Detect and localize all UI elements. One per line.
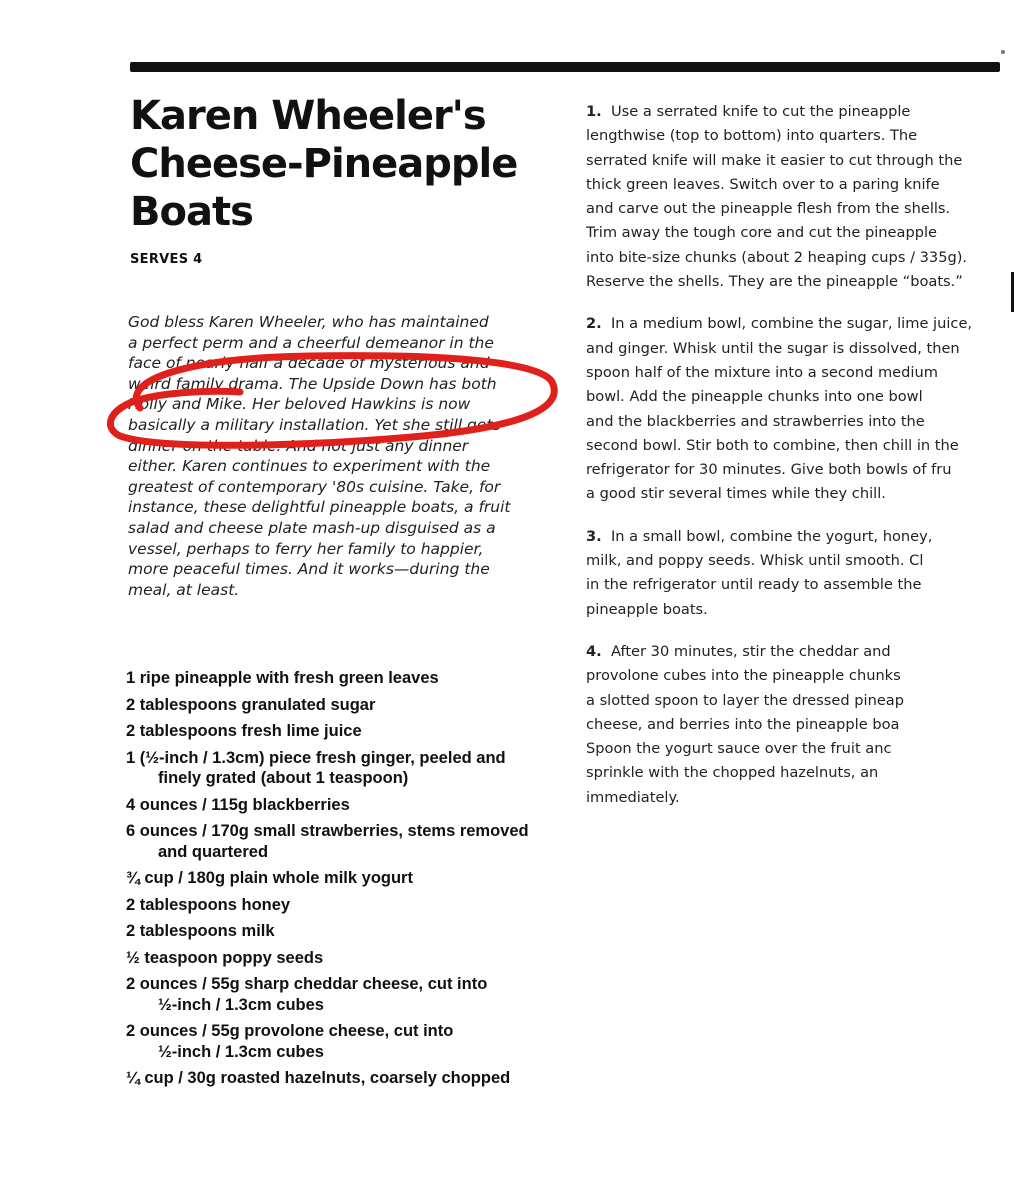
intro-paragraph bbox=[128, 312, 558, 600]
recipe-title bbox=[130, 92, 550, 236]
step-2: 2. In a medium bowl, combine the sugar, lime juice, and ginger. Whisk until the sugar is dissolved, then spoon half of the mixture into a second medium bowl. Add the pineapple chunks into one bowl and the blackberries and strawberries into the second bowl. Stir both to combine, then chill in the refrigerator for 30 minutes. Give both bowls of fru a good stir several times while they chill. bbox=[586, 315, 973, 503]
intro-line: face of nearly half a decade of mysterious and bbox=[128, 354, 490, 373]
intro-line: vessel, perhaps to ferry her family to happier, bbox=[128, 539, 484, 558]
intro-line: Holly and Mike. Her beloved Hawkins is now bbox=[128, 395, 471, 414]
ingredient-list bbox=[126, 668, 566, 1095]
ingredient-item: ¼ cup / 30g roasted hazelnuts, coarsely chopped bbox=[126, 1069, 511, 1087]
ingredient-item: 6 ounces / 170g small strawberries, stems removed and quartered bbox=[126, 822, 529, 861]
intro-line: a perfect perm and a cheerful demeanor in the bbox=[128, 333, 494, 352]
title-line: Karen Wheeler's bbox=[130, 93, 486, 139]
step-number: 3. bbox=[586, 527, 602, 545]
ingredient-item: 2 tablespoons fresh lime juice bbox=[126, 722, 362, 740]
intro-line: weird family drama. The Upside Down has both bbox=[128, 374, 497, 393]
top-rule bbox=[130, 62, 1000, 72]
step-4: 4. After 30 minutes, stir the cheddar and provolone cubes into the pineapple chunks a slotted spoon to layer the dressed pineap cheese, and berries into the pineapple boa Spoon the yogurt sauce over the fruit anc sprinkle with the chopped hazelnuts, an immediately. bbox=[586, 642, 904, 806]
ingredient-item: 2 tablespoons granulated sugar bbox=[126, 695, 376, 714]
intro-line: greatest of contemporary '80s cuisine. Take, for bbox=[128, 477, 501, 496]
ingredient-item: 2 ounces / 55g sharp cheddar cheese, cut into ½-inch / 1.3cm cubes bbox=[126, 975, 488, 1014]
intro-line: meal, at least. bbox=[128, 580, 240, 599]
ingredient-item: 4 ounces / 115g blackberries bbox=[126, 795, 350, 814]
intro-line: either. Karen continues to experiment with the bbox=[128, 457, 491, 476]
intro-line: dinner on the table. And not just any dinner bbox=[128, 436, 469, 455]
intro-line: instance, these delightful pineapple boats, a fruit bbox=[128, 498, 511, 517]
method-steps bbox=[586, 100, 1006, 828]
ingredient-item: 2 tablespoons honey bbox=[126, 895, 291, 914]
ingredient-item: 1 (½-inch / 1.3cm) piece fresh ginger, peeled and finely grated (about 1 teaspoon) bbox=[126, 748, 506, 787]
step-number: 4. bbox=[586, 642, 602, 660]
step-number: 1. bbox=[586, 103, 602, 120]
intro-line: God bless Karen Wheeler, who has maintained bbox=[128, 313, 489, 331]
serves-label: SERVES 4 bbox=[130, 252, 203, 267]
intro-line: salad and cheese plate mash-up disguised as a bbox=[128, 518, 496, 537]
intro-line: basically a military installation. Yet she still gets bbox=[128, 415, 501, 434]
scan-edge-mark bbox=[1011, 272, 1014, 312]
ingredient-item: 2 tablespoons milk bbox=[126, 922, 275, 940]
step-3: 3. In a small bowl, combine the yogurt, honey, milk, and poppy seeds. Whisk until smooth. Cl in the refrigerator until ready to assemble the pineapple boats. bbox=[586, 527, 933, 618]
scan-speck bbox=[1001, 50, 1005, 54]
title-line: Cheese-Pineapple bbox=[130, 141, 518, 187]
ingredient-item: ¾ cup / 180g plain whole milk yogurt bbox=[126, 869, 413, 887]
step-number: 2. bbox=[586, 315, 602, 333]
ingredient-item: 2 ounces / 55g provolone cheese, cut into ½-inch / 1.3cm cubes bbox=[126, 1022, 454, 1061]
title-line: Boats bbox=[130, 189, 253, 235]
ingredient-item: 1 ripe pineapple with fresh green leaves bbox=[126, 669, 439, 687]
intro-line: more peaceful times. And it works—during the bbox=[128, 560, 490, 579]
ingredient-item: ½ teaspoon poppy seeds bbox=[126, 948, 324, 967]
step-1: 1. Use a serrated knife to cut the pineapple lengthwise (top to bottom) into quarters. The serrated knife will make it easier to cut through the thick green leaves. Switch over to a paring knife and carve out the pineapple flesh from the shells. Trim away the tough core and cut the pineapple into bite-size chunks (about 2 heaping cups / 335g). Reserve the shells. They are the pineapple “boats.” bbox=[586, 103, 968, 291]
